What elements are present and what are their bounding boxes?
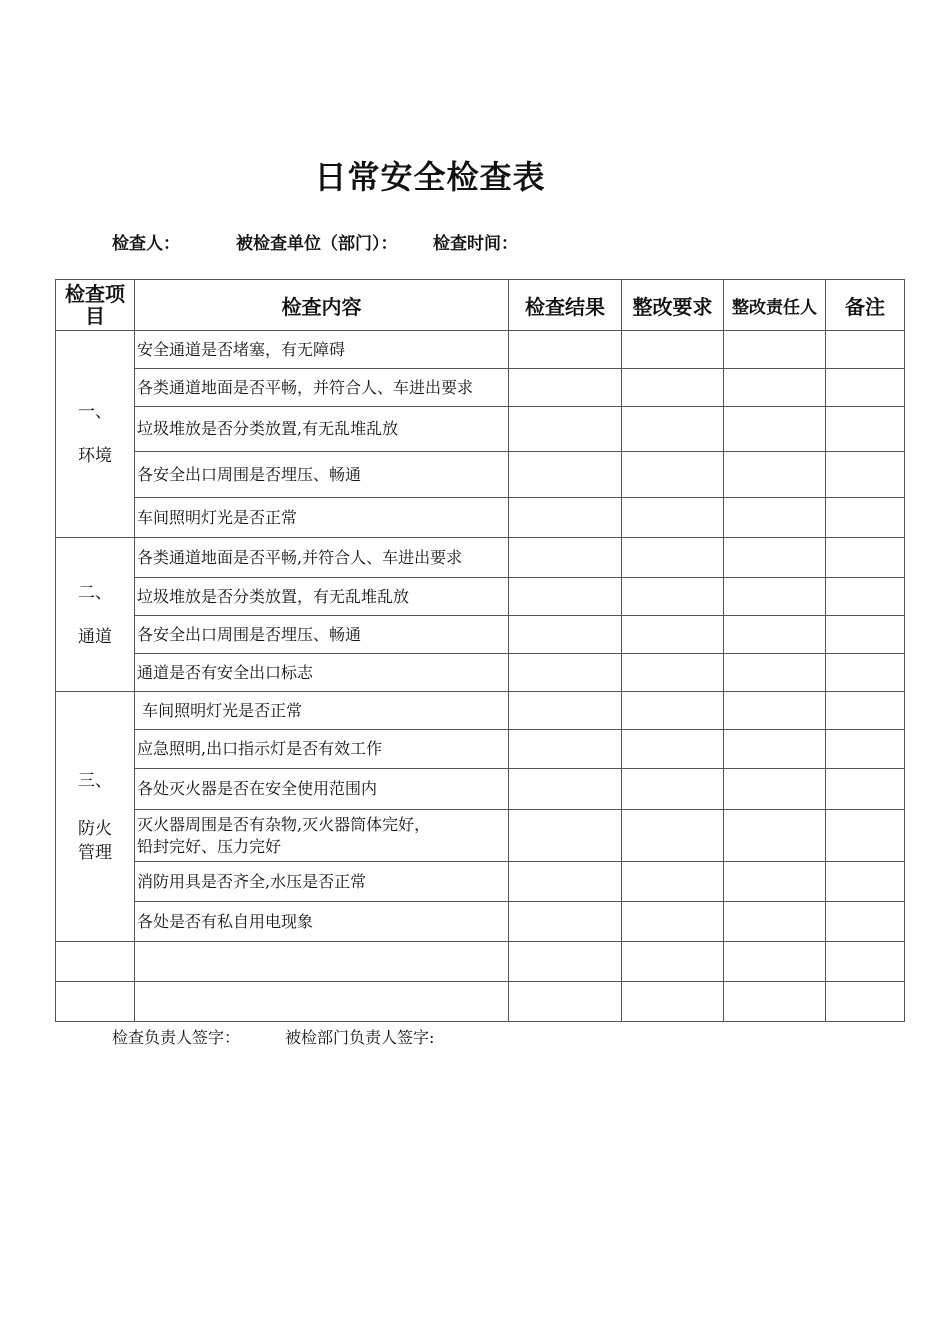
time-label: 检查时间： bbox=[433, 234, 518, 254]
responsible-cell[interactable] bbox=[724, 538, 826, 578]
requirement-cell[interactable] bbox=[622, 769, 724, 810]
responsible-cell[interactable] bbox=[724, 578, 826, 616]
blank-cell[interactable] bbox=[135, 982, 509, 1022]
department-signature-label: 被检部门负责人签字: bbox=[285, 1028, 435, 1047]
blank-row bbox=[56, 942, 905, 982]
content-cell: 垃圾堆放是否分类放置,有无乱堆乱放 bbox=[135, 407, 509, 452]
requirement-cell[interactable] bbox=[622, 407, 724, 452]
blank-cell[interactable] bbox=[622, 982, 724, 1022]
table-row bbox=[56, 654, 905, 692]
remark-cell[interactable] bbox=[826, 407, 905, 452]
remark-cell[interactable] bbox=[826, 730, 905, 769]
result-cell[interactable] bbox=[509, 407, 622, 452]
blank-cell[interactable] bbox=[622, 942, 724, 982]
table-row bbox=[56, 769, 905, 810]
blank-cell[interactable] bbox=[509, 942, 622, 982]
header-remark: 备注 bbox=[826, 280, 905, 331]
responsible-cell[interactable] bbox=[724, 692, 826, 730]
requirement-cell[interactable] bbox=[622, 498, 724, 538]
table-row bbox=[56, 730, 905, 769]
table-row bbox=[56, 862, 905, 902]
responsible-cell[interactable] bbox=[724, 498, 826, 538]
category-cell bbox=[56, 538, 135, 692]
blank-cell[interactable] bbox=[826, 942, 905, 982]
requirement-cell[interactable] bbox=[622, 538, 724, 578]
result-cell[interactable] bbox=[509, 730, 622, 769]
result-cell[interactable] bbox=[509, 810, 622, 862]
result-cell[interactable] bbox=[509, 902, 622, 942]
responsible-cell[interactable] bbox=[724, 902, 826, 942]
remark-cell[interactable] bbox=[826, 616, 905, 654]
table-row bbox=[56, 331, 905, 369]
responsible-cell[interactable] bbox=[724, 616, 826, 654]
responsible-cell[interactable] bbox=[724, 452, 826, 498]
requirement-cell[interactable] bbox=[622, 452, 724, 498]
table-header-row bbox=[56, 280, 905, 331]
category-number: 二、 bbox=[78, 582, 112, 603]
table-row bbox=[56, 578, 905, 616]
remark-cell[interactable] bbox=[826, 452, 905, 498]
remark-cell[interactable] bbox=[826, 578, 905, 616]
table-row bbox=[56, 407, 905, 452]
requirement-cell[interactable] bbox=[622, 730, 724, 769]
content-cell: 各类通道地面是否平畅,并符合人、车进出要求 bbox=[135, 538, 509, 578]
requirement-cell[interactable] bbox=[622, 331, 724, 369]
result-cell[interactable] bbox=[509, 331, 622, 369]
content-cell: 应急照明,出口指示灯是否有效工作 bbox=[135, 730, 509, 769]
blank-cell[interactable] bbox=[724, 982, 826, 1022]
category-cell bbox=[56, 692, 135, 942]
responsible-cell[interactable] bbox=[724, 654, 826, 692]
responsible-cell[interactable] bbox=[724, 862, 826, 902]
table-row bbox=[56, 616, 905, 654]
inspector-label: 检查人： bbox=[112, 234, 180, 254]
header-content: 检查内容 bbox=[135, 280, 509, 331]
content-cell: 消防用具是否齐全,水压是否正常 bbox=[135, 862, 509, 902]
responsible-cell[interactable] bbox=[724, 769, 826, 810]
remark-cell[interactable] bbox=[826, 692, 905, 730]
content-cell: 安全通道是否堵塞，有无障碍 bbox=[135, 331, 509, 369]
responsible-cell[interactable] bbox=[724, 730, 826, 769]
result-cell[interactable] bbox=[509, 498, 622, 538]
result-cell[interactable] bbox=[509, 769, 622, 810]
content-cell: 各处灭火器是否在安全使用范围内 bbox=[135, 769, 509, 810]
blank-cell[interactable] bbox=[724, 942, 826, 982]
requirement-cell[interactable] bbox=[622, 862, 724, 902]
blank-cell[interactable] bbox=[509, 982, 622, 1022]
remark-cell[interactable] bbox=[826, 654, 905, 692]
category-name: 防火 bbox=[78, 818, 112, 839]
remark-cell[interactable] bbox=[826, 331, 905, 369]
requirement-cell[interactable] bbox=[622, 369, 724, 407]
requirement-cell[interactable] bbox=[622, 902, 724, 942]
content-line: 铅封完好、压力完好 bbox=[137, 836, 282, 856]
remark-cell[interactable] bbox=[826, 902, 905, 942]
remark-cell[interactable] bbox=[826, 862, 905, 902]
responsible-cell[interactable] bbox=[724, 407, 826, 452]
blank-cell[interactable] bbox=[826, 982, 905, 1022]
remark-cell[interactable] bbox=[826, 369, 905, 407]
content-cell: 各类通道地面是否平畅，并符合人、车进出要求 bbox=[135, 369, 509, 407]
table-row bbox=[56, 369, 905, 407]
category-name: 通道 bbox=[78, 626, 112, 647]
result-cell[interactable] bbox=[509, 616, 622, 654]
content-cell: 各处是否有私自用电现象 bbox=[135, 902, 509, 942]
requirement-cell[interactable] bbox=[622, 616, 724, 654]
unit-label: 被检查单位（部门）： bbox=[236, 234, 398, 254]
remark-cell[interactable] bbox=[826, 769, 905, 810]
result-cell[interactable] bbox=[509, 692, 622, 730]
category-number: 三、 bbox=[78, 770, 112, 791]
content-cell: 垃圾堆放是否分类放置，有无乱堆乱放 bbox=[135, 578, 509, 616]
blank-cell[interactable] bbox=[56, 982, 135, 1022]
inspection-table bbox=[55, 279, 905, 1022]
category-number: 一、 bbox=[78, 402, 112, 422]
content-cell: 车间照明灯光是否正常 bbox=[135, 498, 509, 538]
header-requirement: 整改要求 bbox=[622, 280, 724, 331]
content-cell: 各安全出口周围是否埋压、畅通 bbox=[135, 616, 509, 654]
remark-cell[interactable] bbox=[826, 538, 905, 578]
table-row bbox=[56, 498, 905, 538]
responsible-cell[interactable] bbox=[724, 810, 826, 862]
header-result: 检查结果 bbox=[509, 280, 622, 331]
table-row bbox=[56, 692, 905, 730]
requirement-cell[interactable] bbox=[622, 692, 724, 730]
table-row bbox=[56, 810, 905, 862]
remark-cell[interactable] bbox=[826, 810, 905, 862]
blank-row bbox=[56, 982, 905, 1022]
inspector-signature-label: 检查负责人签字： bbox=[112, 1028, 241, 1047]
category-cell bbox=[56, 331, 135, 538]
table-row bbox=[56, 902, 905, 942]
page-title: 日常安全检查表 bbox=[314, 158, 546, 196]
requirement-cell[interactable] bbox=[622, 810, 724, 862]
header-responsible: 整改责任人 bbox=[724, 280, 826, 331]
result-cell[interactable] bbox=[509, 862, 622, 902]
header-category: 检查项目 bbox=[56, 280, 135, 331]
remark-cell[interactable] bbox=[826, 498, 905, 538]
content-cell: 车间照明灯光是否正常 bbox=[135, 692, 509, 730]
category-name: 环境 bbox=[78, 446, 112, 466]
blank-cell[interactable] bbox=[56, 942, 135, 982]
blank-cell[interactable] bbox=[135, 942, 509, 982]
content-cell: 各安全出口周围是否埋压、畅通 bbox=[135, 452, 509, 498]
result-cell[interactable] bbox=[509, 654, 622, 692]
result-cell[interactable] bbox=[509, 452, 622, 498]
result-cell[interactable] bbox=[509, 369, 622, 407]
responsible-cell[interactable] bbox=[724, 369, 826, 407]
content-line: 灭火器周围是否有杂物,灭火器筒体完好， bbox=[137, 814, 431, 834]
result-cell[interactable] bbox=[509, 578, 622, 616]
result-cell[interactable] bbox=[509, 538, 622, 578]
table-row bbox=[56, 452, 905, 498]
requirement-cell[interactable] bbox=[622, 654, 724, 692]
content-cell: 通道是否有安全出口标志 bbox=[135, 654, 509, 692]
table-row bbox=[56, 538, 905, 578]
content-cell-multiline bbox=[135, 810, 509, 862]
requirement-cell[interactable] bbox=[622, 578, 724, 616]
category-name-line2: 管理 bbox=[78, 842, 112, 863]
responsible-cell[interactable] bbox=[724, 331, 826, 369]
